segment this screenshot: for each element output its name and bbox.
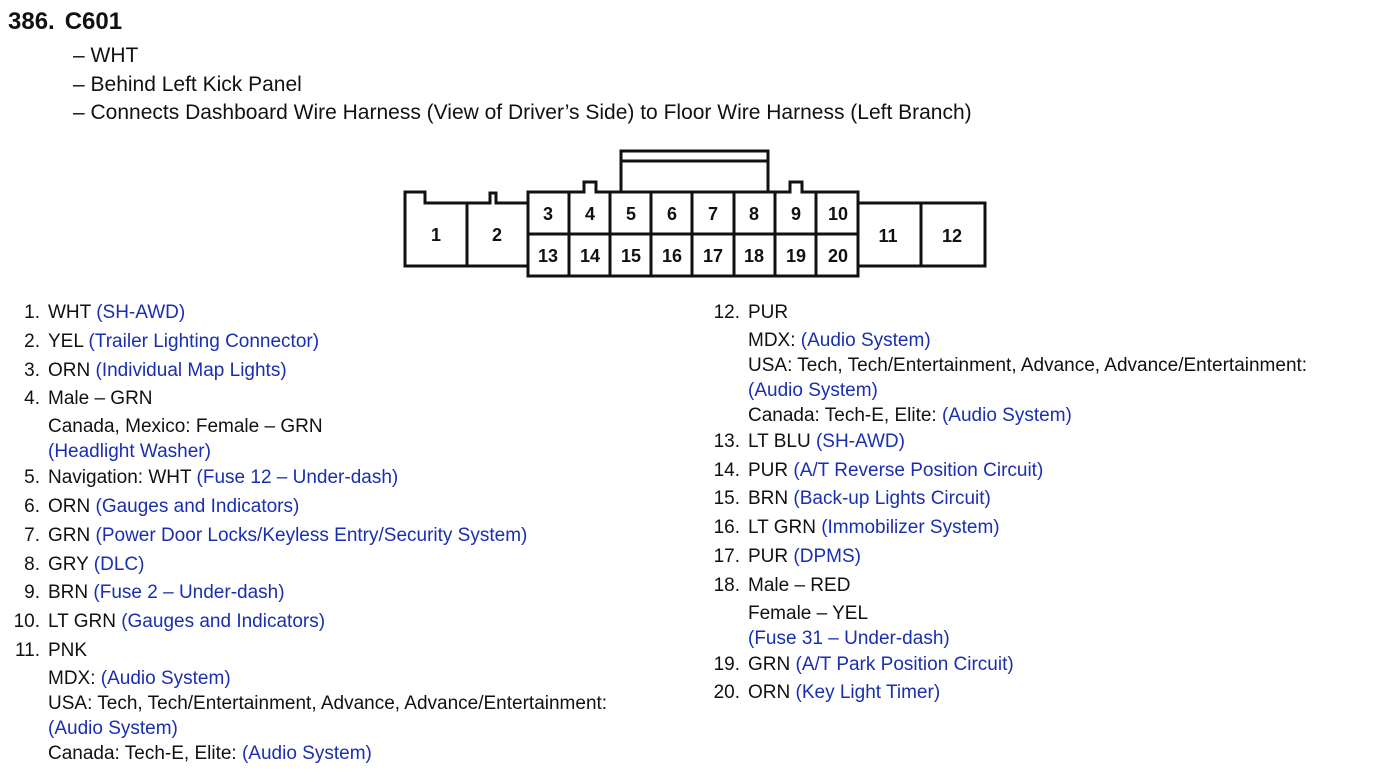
wire-info: USA: Tech, Tech/Entertainment, Advance, Advance/Entertainment:	[748, 354, 1308, 376]
wire-info: ORN	[48, 495, 96, 517]
list-item	[700, 543, 1374, 572]
circuit-reference: (A/T Park Position Circuit)	[795, 653, 1014, 675]
list-item	[0, 522, 690, 551]
pin-description-line	[748, 457, 1374, 486]
circuit-reference: (Power Door Locks/Keyless Entry/Security System)	[95, 524, 528, 546]
circuit-reference: (Audio System)	[748, 379, 878, 401]
pin-label: 19	[785, 246, 807, 266]
circuit-reference: (Key Light Timer)	[795, 682, 941, 704]
pin-label: 1	[430, 225, 442, 245]
list-item	[0, 328, 690, 357]
circuit-reference: (Immobilizer System)	[821, 517, 1000, 539]
pin-number: 5.	[24, 467, 40, 489]
list-item	[0, 551, 690, 580]
title-number: 386.	[8, 8, 55, 35]
circuit-reference: (Fuse 31 – Under-dash)	[748, 627, 950, 649]
detail-location: – Behind Left Kick Panel	[73, 72, 302, 96]
circuit-reference: (Audio System)	[48, 717, 178, 739]
detail-color: – WHT	[73, 44, 139, 67]
pin-description	[48, 579, 690, 608]
pin-list-left	[0, 299, 690, 766]
list-item	[700, 651, 1374, 680]
circuit-reference: (DLC)	[93, 553, 145, 575]
pin-label: 12	[941, 226, 963, 246]
pin-description-line	[48, 522, 690, 551]
pin-description-line	[48, 493, 690, 522]
pin-label: 4	[584, 204, 596, 224]
pin-label: 6	[666, 204, 678, 224]
wire-info: LT GRN	[748, 517, 822, 539]
pin-description-line	[48, 551, 690, 580]
pin-description-line	[48, 464, 690, 493]
list-item	[0, 299, 690, 328]
pin-description	[48, 608, 690, 637]
circuit-reference: (Trailer Lighting Connector)	[88, 330, 320, 352]
pin-number: 13.	[713, 430, 740, 452]
detail-connects: – Connects Dashboard Wire Harness (View of Driver’s Side) to Floor Wire Harness (Left Branch)	[73, 101, 972, 124]
circuit-reference: (Gauges and Indicators)	[121, 611, 326, 633]
pin-number: 10.	[13, 611, 40, 633]
list-item	[700, 299, 1374, 428]
wire-info: MDX:	[48, 667, 101, 689]
list-item	[700, 428, 1374, 457]
pin-description-line	[748, 601, 1374, 626]
circuit-reference: (SH-AWD)	[815, 430, 905, 452]
pin-description-line	[748, 353, 1374, 378]
connector-id: C601	[64, 8, 123, 35]
pin-label: 9	[790, 204, 802, 224]
pin-description	[48, 637, 690, 766]
pin-description-line	[48, 579, 690, 608]
wire-info: Navigation: WHT	[48, 467, 197, 489]
pin-description-line	[748, 626, 1374, 651]
pin-description-line	[748, 543, 1374, 572]
pin-number: 17.	[713, 545, 740, 567]
pin-label: 13	[537, 246, 559, 266]
pin-description-line	[748, 378, 1374, 403]
pin-description-line	[48, 439, 690, 464]
circuit-reference: (A/T Reverse Position Circuit)	[793, 459, 1044, 481]
pin-number: 12.	[713, 302, 740, 323]
wire-info: ORN	[748, 682, 796, 704]
pin-number: 9.	[24, 582, 40, 604]
pin-description-line	[748, 651, 1374, 680]
wire-info: Female – YEL	[748, 602, 869, 624]
circuit-reference: (DPMS)	[793, 545, 861, 567]
list-item	[0, 637, 690, 766]
pin-description	[48, 385, 690, 464]
wire-info: BRN	[48, 582, 94, 604]
list-item	[0, 608, 690, 637]
circuit-reference: (Fuse 2 – Under-dash)	[93, 582, 285, 604]
connector-diagram	[0, 0, 1374, 300]
pin-number: 19.	[713, 653, 740, 675]
pin-label: 10	[827, 204, 849, 224]
pin-label: 20	[827, 246, 849, 266]
wire-info: Canada: Tech-E, Elite:	[748, 404, 942, 426]
list-item	[0, 357, 690, 386]
list-item	[700, 514, 1374, 543]
pin-number: 1.	[24, 302, 40, 323]
circuit-reference: (SH-AWD)	[96, 302, 186, 323]
pin-description	[48, 328, 690, 357]
pin-label: 11	[878, 226, 898, 246]
pin-description-line	[748, 299, 1374, 328]
list-item	[0, 493, 690, 522]
pin-number: 6.	[24, 495, 40, 517]
pin-description-line	[48, 666, 690, 691]
pin-description-line	[48, 637, 690, 666]
wire-info: YEL	[48, 330, 89, 352]
pin-description-line	[748, 572, 1374, 601]
pin-description-line	[48, 716, 690, 741]
pin-description-line	[48, 608, 690, 637]
circuit-reference: (Audio System)	[800, 329, 931, 351]
wire-info: ORN	[48, 359, 96, 381]
wire-info: PNK	[48, 639, 88, 661]
wire-info: Canada, Mexico: Female – GRN	[48, 416, 323, 438]
pin-label: 8	[748, 204, 760, 224]
wire-info: Male – RED	[748, 574, 851, 596]
pin-description-line	[748, 328, 1374, 353]
list-item	[700, 485, 1374, 514]
pin-list-right	[700, 299, 1374, 708]
list-item	[700, 572, 1374, 651]
pin-description	[48, 522, 690, 551]
pin-description	[48, 493, 690, 522]
pin-number: 4.	[24, 388, 40, 410]
circuit-reference: (Audio System)	[241, 742, 372, 764]
pin-label: 5	[625, 204, 637, 224]
pin-number: 16.	[713, 517, 740, 539]
wire-info: Male – GRN	[48, 388, 153, 410]
pin-label: 17	[702, 246, 724, 266]
pin-label: 7	[707, 204, 719, 224]
circuit-reference: (Audio System)	[100, 667, 231, 689]
pin-label: 16	[661, 246, 683, 266]
pin-description-line	[748, 428, 1374, 457]
wire-info: GRN	[48, 524, 96, 546]
pin-number: 15.	[713, 488, 740, 510]
wire-info: WHT	[48, 302, 97, 323]
pin-number: 2.	[24, 330, 40, 352]
list-item	[0, 579, 690, 608]
pin-description-line	[48, 328, 690, 357]
wire-info: GRN	[748, 653, 796, 675]
pin-description	[748, 543, 1374, 572]
pin-description	[48, 299, 690, 328]
wire-info: Canada: Tech-E, Elite:	[48, 742, 242, 764]
pin-label: 2	[491, 225, 503, 245]
pin-number: 20.	[713, 682, 740, 704]
circuit-reference: (Headlight Washer)	[48, 441, 211, 463]
list-item	[0, 464, 690, 493]
pin-description	[48, 464, 690, 493]
pin-description-line	[48, 414, 690, 439]
connector-latch	[621, 151, 768, 192]
circuit-reference: (Individual Map Lights)	[95, 359, 287, 381]
pin-number: 3.	[24, 359, 40, 381]
pin-number: 18.	[713, 574, 740, 596]
pin-description	[748, 679, 1374, 708]
wire-info: LT GRN	[48, 611, 122, 633]
list-item	[700, 679, 1374, 708]
pin-description-line	[48, 385, 690, 414]
pin-description	[48, 551, 690, 580]
wire-info: USA: Tech, Tech/Entertainment, Advance, Advance/Entertainment:	[48, 692, 608, 714]
list-item	[0, 385, 690, 464]
pin-description	[748, 457, 1374, 486]
list-item	[700, 457, 1374, 486]
pin-description	[48, 357, 690, 386]
pin-number: 14.	[713, 459, 740, 481]
pin-description	[748, 572, 1374, 651]
pin-description-line	[48, 357, 690, 386]
pin-description-line	[748, 485, 1374, 514]
wire-info: PUR	[748, 545, 794, 567]
pin-number: 11.	[14, 639, 40, 661]
pin-description-line	[748, 403, 1374, 428]
pin-description-line	[48, 741, 690, 766]
pin-description-line	[748, 514, 1374, 543]
pin-label: 15	[620, 246, 642, 266]
pin-label: 14	[579, 246, 601, 266]
wire-info: PUR	[748, 459, 794, 481]
pin-label: 18	[743, 246, 765, 266]
wire-info: BRN	[748, 488, 794, 510]
pin-description	[748, 299, 1374, 428]
circuit-reference: (Audio System)	[941, 404, 1072, 426]
circuit-reference: (Back-up Lights Circuit)	[793, 488, 991, 510]
pin-description	[748, 651, 1374, 680]
circuit-reference: (Gauges and Indicators)	[95, 495, 300, 517]
pin-description-line	[748, 679, 1374, 708]
circuit-reference: (Fuse 12 – Under-dash)	[196, 467, 399, 489]
wire-info: PUR	[748, 302, 789, 323]
pin-description	[748, 485, 1374, 514]
pin-description	[748, 428, 1374, 457]
pin-description	[748, 514, 1374, 543]
pin-description-line	[48, 299, 690, 328]
pin-label: 3	[542, 204, 554, 224]
wire-info: GRY	[48, 553, 94, 575]
wire-info: MDX:	[748, 329, 801, 351]
pin-description-line	[48, 691, 690, 716]
pin-number: 8.	[24, 553, 40, 575]
pin-number: 7.	[24, 524, 40, 546]
wire-info: LT BLU	[748, 430, 816, 452]
